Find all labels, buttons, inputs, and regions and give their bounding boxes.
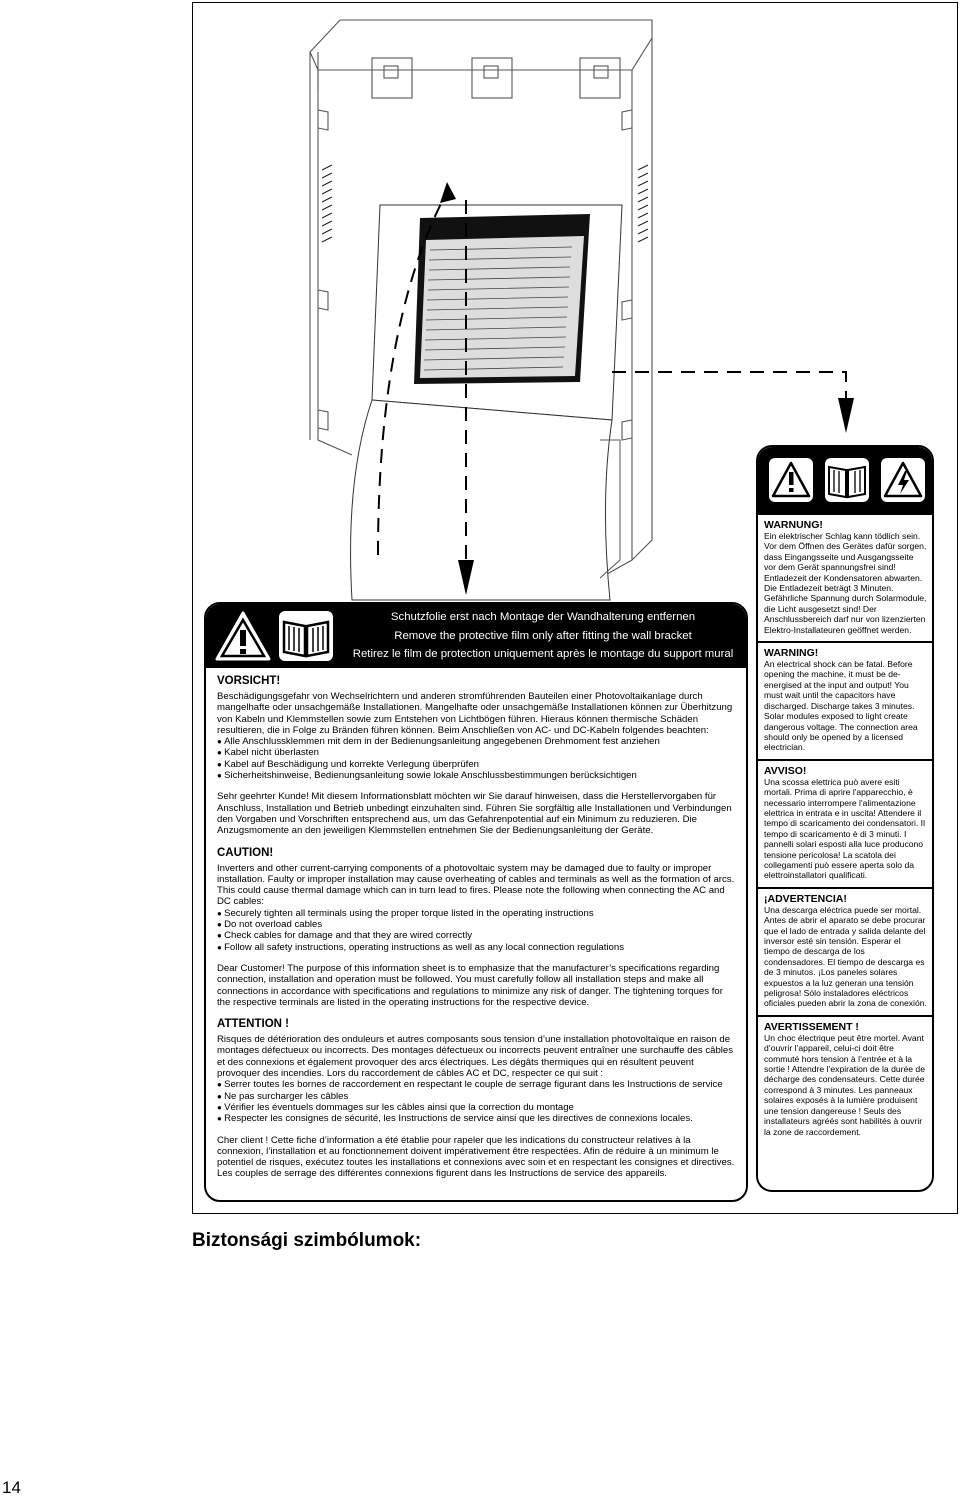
right-label-header [758, 447, 932, 515]
section-title-en: CAUTION! [217, 846, 274, 859]
read-manual-icon [278, 610, 334, 662]
bullet-de-2: ● Kabel nicht überlasten [217, 747, 736, 758]
electric-shock-icon [880, 457, 926, 503]
section-closing-en: Dear Customer! The purpose of this information sheet is to emphasize that the manufacturer’s specifications regarding connection, installation and operation must be followed. You must carefully follow all installation steps and make all connections in accordance with specifications and regulations to minimize any risk of danger. The tightening torques for the respective terminals are listed in the operating instructions for the respective device. [217, 962, 723, 1008]
header-line-de: Schutzfolie erst nach Montage der Wandhalterung entfernen [390, 611, 696, 623]
section-title-fr: ATTENTION ! [217, 1018, 289, 1031]
header-line-fr: Retirez le film de protection uniquement après le montage du support mural [352, 648, 734, 660]
bullet-fr-1: ● Serrer toutes les bornes de raccordement en respectant le couple de serrage figurant dans les Instructions de service [217, 1079, 736, 1090]
right-text-fr: Un choc électrique peut être mortel. Avant d’ouvrir l’appareil, celui-ci doit être commuté hors tension à l’entrée et à la sortie ! Attendre l’expiration de la durée de décharge des condensateurs. Cette durée correspond à 3 minutes. Les panneaux solaires exposés à la lumière produisent une tension dangereuse ! Seuls des installateurs agréés sont habilités à ouvrir la zone de raccordement. [764, 1032, 925, 1137]
section-title-de: VORSICHT! [217, 675, 281, 687]
bullet-fr-2: ● Ne pas surcharger les câbles [217, 1091, 736, 1102]
section-intro-en: Inverters and other current-carrying components of a photovoltaic system may be damaged due to faulty or improper installation. Faulty or improper installation may cause overheating of cables and terminals as well as the formation of arcs. This could cause thermal damage which can in turn lead to fires. Please note the following when connecting the AC and DC cables: [217, 862, 735, 908]
right-title-fr: AVERTISSEMENT ! [764, 1020, 859, 1033]
section-closing-fr: Cher client ! Cette fiche d’information a été établie pour rapeler que les indications du constructeur relatives à la connexion, l’installation et au fonctionnement doivent impérativement être respectées. Afin de réduire à un minimum le potentiel de risques, exécutez toutes les installations et connexions avec soin et en respectant les consignes et directives. Les couples de serrage des différentes connexions figurent dans les Instructions de service des appareils. [217, 1134, 735, 1180]
right-warning-label [756, 445, 934, 1192]
right-text-de: Ein elektrischer Schlag kann tödlich sein. Vor dem Öffnen des Gerätes dafür sorgen, dass Eingangsseite und Ausgangsseite vor dem Gerät spannungsfrei sind! Entladezeit der Kondensatoren abwarten. Die Entladezeit beträgt 3 Minuten. Gefährliche Spannung durch Solarmodule, die Licht ausgesetzt sind! Der Anschlussbereich darf nur von lizenzierten Elektro-Installateuren geöffnet werden. [764, 531, 927, 635]
right-text-en: An electrical shock can be fatal. Before opening the machine, it must be de-energised at the input and output! You must wait until the capacitors have discharged. Discharge takes 3 minutes. Solar modules exposed to light create dangerous voltage. The connection area should only be opened by a licensed electrician. [764, 659, 918, 753]
warning-triangle-icon [214, 610, 272, 662]
right-title-en: WARNING! [764, 647, 819, 660]
right-text-es: Una descarga eléctrica puede ser mortal. Antes de abrir el aparato se debe procurar que el lado de entrada y salida delante del inversor esté sin tensión. Esperar el tiempo de descarga de los condensadores. El tiempo de descarga es de 3 minutos. ¡Los paneles solares expuestos a la luz generan una tensión peligrosa! Sólo instaladores eléctricos oficiales pueden abrir la zona de conexión. [764, 904, 927, 1009]
main-warning-label [204, 602, 748, 1202]
right-title-it: AVVISO! [764, 764, 807, 777]
bullet-fr-4: ● Respecter les consignes de sécurité, les Instructions de service ainsi que les directives de connexions locales. [217, 1113, 736, 1124]
bullet-en-3: ● Check cables for damage and that they are wired correctly [217, 930, 736, 941]
right-title-de: WARNUNG! [764, 519, 823, 531]
section-caption: Biztonsági szimbólumok: [192, 1230, 422, 1251]
header-line-en: Remove the protective film only after fitting the wall bracket [394, 629, 692, 642]
warning-triangle-icon [768, 457, 814, 503]
section-intro-fr: Risques de détérioration des onduleurs et autres composants sous tension d’une installation photovoltaïque en raison de montages défectueux ou incorrects. Des montages défectueux ou incorrects peuvent entraîner une surchauffe des câbles et des connexions et également provoquer des arcs électriques. Les dégâts thermiques qui en résultent peuvent provoquer des incendies. Lors du raccordement de câbles AC et DC, respecter ce qui suit : [217, 1034, 734, 1080]
bullet-en-4: ● Follow all safety instructions, operating instructions as well as any local connection regulations [217, 942, 736, 953]
bullet-en-1: ● Securely tighten all terminals using the proper torque listed in the operating instructions [217, 908, 736, 919]
bullet-de-1: ● Alle Anschlussklemmen mit dem in der Bedienungsanleitung angegebenen Drehmoment fest anziehen [217, 736, 736, 747]
label-header [206, 604, 746, 668]
page-number: 14 [2, 1478, 21, 1497]
right-title-es: ¡ADVERTENCIA! [764, 892, 847, 905]
section-intro-de: Beschädigungsgefahr von Wechselrichtern und anderen stromführenden Bauteilen einer Photovoltaikanlage durch mangelhafte oder unsachgemäße Installationen. Mangelhafte oder unsachgemäße Installationen können zur Überhitzung von Kabeln und Klemmstellen sowie zum Entstehen von Lichtbögen führen. Hieraus können thermische Schäden resultieren, die in Folge zu Bränden führen können. Beim Anschließen von AC- und DC-Kabeln folgendes beachten: [217, 691, 733, 736]
read-manual-icon [824, 457, 870, 503]
bullet-en-2: ● Do not overload cables [217, 919, 736, 930]
bullet-de-4: ● Sicherheitshinweise, Bedienungsanleitung sowie lokale Anschlussbestimmungen berücksichtigen [217, 770, 736, 781]
right-text-it: Una scossa elettrica può avere esiti mortali. Prima di aprire l'apparecchio, è necessario interrompere l'alimentazione elettrica in entrata e in uscita! Attendere il tempo di scaricamento dei condensatori. Il tempo di scaricamento è di 3 minuti. I pannelli solari esposti alla luce producono tensione pericolosa! La scatola dei collegamenti può essere aperta solo da elettroinstallatori qualificati. [764, 776, 925, 881]
bullet-fr-3: ● Vérifier les éventuels dommages sur les câbles ainsi que la correction du montage [217, 1102, 736, 1113]
section-closing-de: Sehr geehrter Kunde! Mit diesem Informationsblatt möchten wir Sie darauf hinweisen, dass die Herstellervorgaben für Anschluss, Installation und Betrieb unbedingt einzuhalten sind. Führen Sie sorgfältig alle Installationen und Verbindungen den Vorgaben und Vorschriften entsprechend aus, um das Gefahrenpotential auf ein Minimum zu reduzieren. Die Anzugsmomente an den jeweiligen Klemmstellen entnehmen Sie der Bedienungsanleitung der Geräte. [217, 791, 732, 837]
bullet-de-3: ● Kabel auf Beschädigung und korrekte Verlegung überprüfen [217, 759, 736, 770]
